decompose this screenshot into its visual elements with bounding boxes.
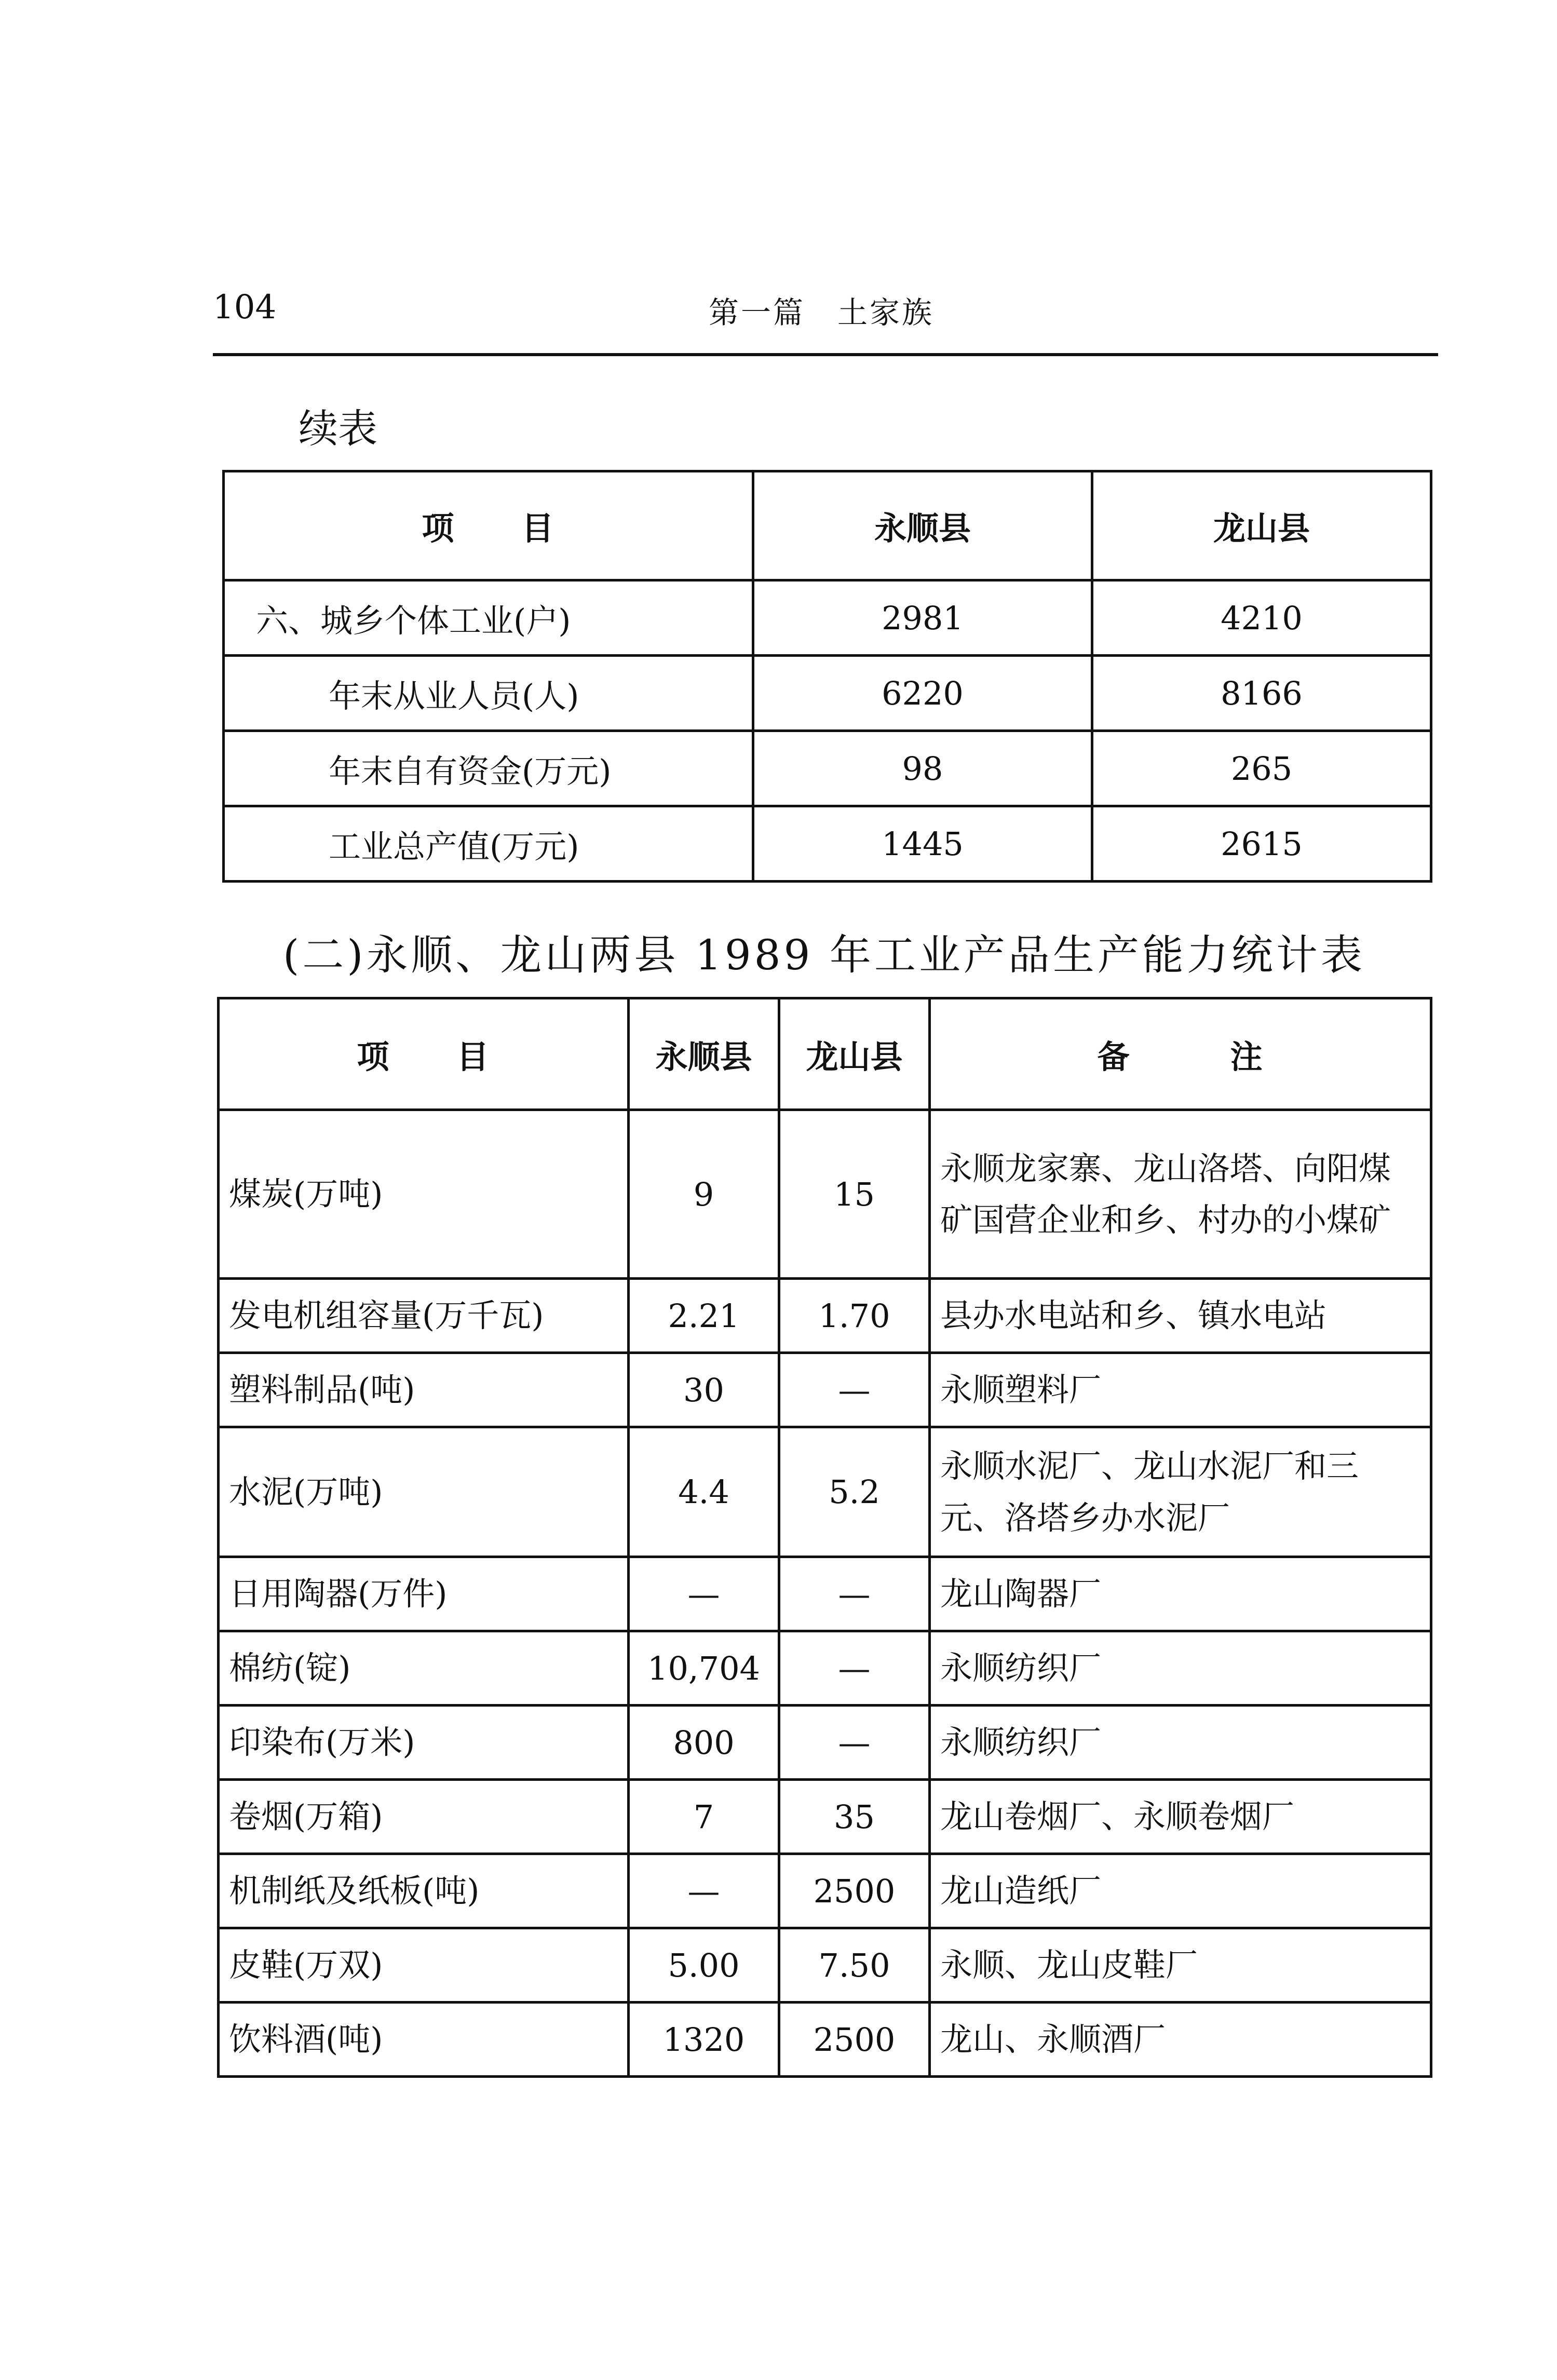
section-title: (二)永顺、龙山两县 1989 年工业产品生产能力统计表	[283, 931, 1365, 979]
row-note: 龙山造纸厂	[930, 1854, 1431, 1928]
row-yongshun-value: 10,704	[629, 1631, 779, 1706]
row-note: 永顺、龙山皮鞋厂	[930, 1928, 1431, 2003]
row-item: 水泥(万吨)	[219, 1427, 629, 1557]
table-continued	[222, 470, 1432, 883]
header-rule	[213, 353, 1438, 356]
row-note: 永顺纺织厂	[930, 1631, 1431, 1706]
row-yongshun-value: 98	[753, 731, 1092, 806]
row-item: 棉纺(锭)	[219, 1631, 629, 1706]
table-row	[219, 1780, 1431, 1854]
row-yongshun-value: 1320	[629, 2003, 779, 2077]
row-item: 塑料制品(吨)	[219, 1353, 629, 1427]
row-note: 永顺水泥厂、龙山水泥厂和三元、洛塔乡办水泥厂	[930, 1427, 1431, 1557]
row-item: 卷烟(万箱)	[219, 1780, 629, 1854]
row-longshan-value: —	[779, 1631, 930, 1706]
row-item: 工业总产值(万元)	[224, 806, 753, 882]
page-number: 104	[213, 288, 277, 327]
row-longshan-value: 2500	[779, 1854, 930, 1928]
row-note: 永顺纺织厂	[930, 1706, 1431, 1780]
table-row	[224, 731, 1431, 806]
table-row	[219, 1631, 1431, 1706]
row-note: 永顺塑料厂	[930, 1353, 1431, 1427]
table-row	[219, 1706, 1431, 1780]
column-header-note: 备 注	[930, 998, 1431, 1110]
table-row	[219, 1557, 1431, 1631]
row-item: 皮鞋(万双)	[219, 1928, 629, 2003]
table-row	[219, 1854, 1431, 1928]
column-header-yongshun: 永顺县	[753, 471, 1092, 580]
row-item: 年末自有资金(万元)	[224, 731, 753, 806]
row-yongshun-value: 2981	[753, 580, 1092, 656]
row-longshan-value: 35	[779, 1780, 930, 1854]
row-longshan-value: —	[779, 1706, 930, 1780]
table-row	[219, 1427, 1431, 1557]
row-item: 六、城乡个体工业(户)	[224, 580, 753, 656]
row-yongshun-value: 9	[629, 1110, 779, 1279]
row-longshan-value: 2500	[779, 2003, 930, 2077]
column-header-longshan: 龙山县	[1092, 471, 1431, 580]
continued-label: 续表	[299, 405, 377, 452]
row-longshan-value: 2615	[1092, 806, 1431, 882]
row-yongshun-value: 7	[629, 1780, 779, 1854]
row-yongshun-value: —	[629, 1854, 779, 1928]
running-title: 第一篇 土家族	[709, 295, 935, 330]
row-note: 龙山陶器厂	[930, 1557, 1431, 1631]
row-longshan-value: 7.50	[779, 1928, 930, 2003]
row-yongshun-value: 2.21	[629, 1279, 779, 1353]
row-item: 日用陶器(万件)	[219, 1557, 629, 1631]
row-item: 发电机组容量(万千瓦)	[219, 1279, 629, 1353]
row-note: 龙山卷烟厂、永顺卷烟厂	[930, 1780, 1431, 1854]
row-note: 县办水电站和乡、镇水电站	[930, 1279, 1431, 1353]
table-header-row	[224, 471, 1431, 580]
row-yongshun-value: —	[629, 1557, 779, 1631]
row-item: 年末从业人员(人)	[224, 656, 753, 731]
row-yongshun-value: 30	[629, 1353, 779, 1427]
row-longshan-value: 5.2	[779, 1427, 930, 1557]
row-item: 机制纸及纸板(吨)	[219, 1854, 629, 1928]
row-yongshun-value: 800	[629, 1706, 779, 1780]
table-row	[219, 1279, 1431, 1353]
table-row	[219, 1353, 1431, 1427]
row-yongshun-value: 6220	[753, 656, 1092, 731]
row-item: 饮料酒(吨)	[219, 2003, 629, 2077]
row-note: 永顺龙家寨、龙山洛塔、向阳煤矿国营企业和乡、村办的小煤矿	[930, 1110, 1431, 1279]
row-longshan-value: —	[779, 1353, 930, 1427]
row-item: 印染布(万米)	[219, 1706, 629, 1780]
table-row	[219, 2003, 1431, 2077]
row-yongshun-value: 1445	[753, 806, 1092, 882]
table-row	[224, 806, 1431, 882]
table-row	[219, 1928, 1431, 2003]
column-header-item: 项 目	[219, 998, 629, 1110]
table-production-capacity	[217, 997, 1432, 2078]
row-longshan-value: 1.70	[779, 1279, 930, 1353]
table-header-row	[219, 998, 1431, 1110]
row-longshan-value: —	[779, 1557, 930, 1631]
row-item: 煤炭(万吨)	[219, 1110, 629, 1279]
column-header-longshan: 龙山县	[779, 998, 930, 1110]
table-row	[224, 656, 1431, 731]
row-yongshun-value: 4.4	[629, 1427, 779, 1557]
page-header	[213, 288, 1438, 330]
row-longshan-value: 8166	[1092, 656, 1431, 731]
row-note: 龙山、永顺酒厂	[930, 2003, 1431, 2077]
column-header-item: 项 目	[224, 471, 753, 580]
row-yongshun-value: 5.00	[629, 1928, 779, 2003]
row-longshan-value: 4210	[1092, 580, 1431, 656]
column-header-yongshun: 永顺县	[629, 998, 779, 1110]
row-longshan-value: 15	[779, 1110, 930, 1279]
table-row	[224, 580, 1431, 656]
table-row	[219, 1110, 1431, 1279]
row-longshan-value: 265	[1092, 731, 1431, 806]
